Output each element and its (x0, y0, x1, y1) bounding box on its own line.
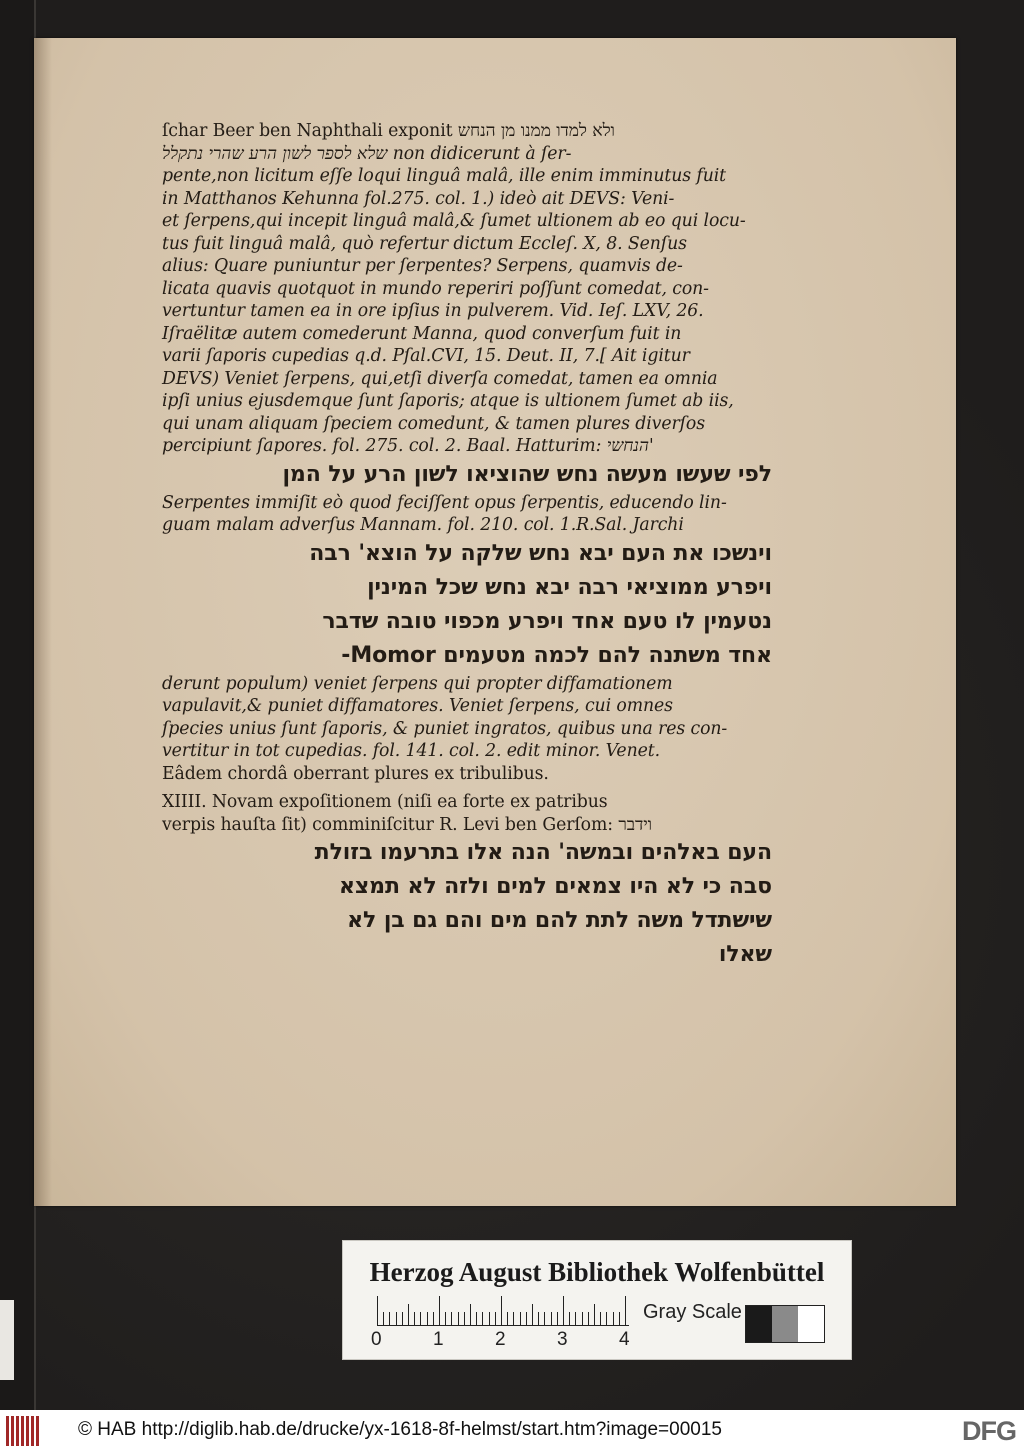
ruler-tick (451, 1312, 452, 1326)
text-line: pente,non licitum eſſe loqui linguâ malâ, ille enim imminutus fuit (162, 166, 727, 186)
page-text (162, 120, 772, 972)
text-line: XIIII. Novam expoſitionem (niſi ea forte ex patribus (162, 792, 608, 812)
ruler-tick (538, 1312, 539, 1326)
hab-logo-icon (6, 1416, 46, 1446)
text-line: וינשכו את העם יבא נחש שלקה על הוצא' רבה (309, 540, 772, 566)
ruler-tick (495, 1312, 496, 1326)
ruler-tick (625, 1296, 626, 1326)
library-label (342, 1240, 852, 1360)
text-line: et ſerpens,qui incepit linguâ malâ,& ſumet ultionem ab eo qui locu- (162, 211, 746, 231)
ruler-tick (464, 1312, 465, 1326)
ruler-tick (507, 1312, 508, 1326)
gray-swatch (772, 1306, 798, 1342)
text-line: ſpecies unius ſunt ſaporis, & puniet ingratos, quibus una res con- (162, 718, 728, 739)
text-line: Eâdem chordâ oberrant plures ex tribulibus. (162, 763, 549, 784)
text-line: אחד משתנה להם לכמה מטעמים Momor- (341, 642, 772, 668)
ruler-tick (396, 1312, 397, 1326)
ruler-tick (588, 1312, 589, 1326)
gray-swatch (798, 1306, 824, 1342)
ruler-tick (563, 1296, 564, 1326)
ruler-tick (569, 1312, 570, 1326)
ruler-tick (470, 1304, 471, 1326)
footer-bar (0, 1410, 1024, 1452)
text-line: DEVS) Veniet ſerpens, qui,etſi diverſa comedat, tamen ea omnia (162, 368, 718, 389)
ruler-tick (619, 1312, 620, 1326)
ruler-tick (600, 1312, 601, 1326)
ruler-tick (402, 1312, 403, 1326)
ruler-number: 3 (557, 1329, 568, 1350)
ruler-tick (389, 1312, 390, 1326)
text-line: שישתדל משה לתת להם מים והם גם בן לא (347, 908, 772, 933)
ruler-tick (489, 1312, 490, 1326)
text-line: Iſraëlitæ autem comederunt Manna, quod converſum fuit in (162, 323, 682, 344)
ruler-tick (575, 1312, 576, 1326)
text-line: qui unam aliquam ſpeciem comedunt, & tamen plures diverſos (162, 413, 705, 434)
gray-scale-swatches (745, 1305, 825, 1343)
text-line: vapulavit,& puniet diffamatores. Veniet ſerpens, cui omnes (162, 696, 673, 716)
text-line: נטעמין לו טעם אחד ויפרע מכפוי טובה שדבר (322, 608, 772, 634)
text-line: העם באלהים ובמשה' הנה אלו בתרעמו בזולת (314, 840, 772, 865)
text-line: alius: Quare puniuntur per ſerpentes? Serpens, quamvis de- (162, 256, 683, 276)
ruler-tick (482, 1312, 483, 1326)
page-gutter-shadow (34, 38, 52, 1206)
ruler-number: 1 (433, 1329, 444, 1350)
text-line: ipſi unius ejusdemque ſunt ſaporis; atque is ultionem ſumet ab iis, (162, 391, 734, 411)
ruler-tick (551, 1312, 552, 1326)
ruler-tick (544, 1312, 545, 1326)
ruler-number: 0 (371, 1329, 382, 1350)
ruler-tick (606, 1312, 607, 1326)
gray-swatch (746, 1306, 772, 1342)
board-edge (0, 0, 36, 1410)
dfg-logo: DFG (962, 1416, 1016, 1446)
ruler-tick (476, 1312, 477, 1326)
ruler-tick (427, 1312, 428, 1326)
text-line: סבה כי לא היו צמאים למים ולזה לא תמצא (338, 874, 772, 899)
text-line: derunt populum) veniet ſerpens qui propter diffamationem (162, 673, 673, 694)
ruler-tick (439, 1296, 440, 1326)
text-line: percipiunt ſapores. fol. 275. col. 2. Baal. Hatturim: הנחשי' (162, 436, 654, 456)
ruler-tick (501, 1296, 502, 1326)
text-line: שלא לספר לשון הרע שהרי נתקלל non didicerunt à ſer- (162, 143, 572, 164)
gray-scale-label: Gray Scale (643, 1301, 742, 1323)
text-line: varii ſaporis cupedias q.d. Pſal.CVI, 15. Deut. II, 7.[ Ait igitur (162, 346, 690, 366)
text-line: Serpentes immiſit eò quod feciſſent opus ſerpentis, educendo lin- (162, 492, 727, 513)
ruler-tick (433, 1312, 434, 1326)
ruler-tick (594, 1304, 595, 1326)
ruler-tick (513, 1312, 514, 1326)
text-line: guam malam adverſus Mannam. fol. 210. col. 1.R.Sal. Jarchi (162, 515, 684, 535)
ruler-tick (532, 1304, 533, 1326)
ruler-tick (526, 1312, 527, 1326)
ruler (377, 1296, 629, 1326)
text-line: vertuntur tamen ea in ore ipſius in pulverem. Vid. Ieſ. LXV, 26. (162, 301, 704, 321)
ruler-tick (408, 1304, 409, 1326)
ruler-number: 2 (495, 1329, 506, 1350)
library-name: Herzog August Bibliothek Wolfenbüttel (369, 1257, 825, 1287)
ruler-tick (420, 1312, 421, 1326)
spine-edge (0, 1300, 14, 1380)
ruler-number: 4 (619, 1329, 630, 1350)
ruler-tick (414, 1312, 415, 1326)
ruler-tick (383, 1312, 384, 1326)
text-line: verpis hauſta ſit) comminiſcitur R. Levi ben Gerſom: וידבר (162, 814, 652, 835)
text-line: in Matthanos Kehunna fol.275. col. 1.) ideò ait DEVS: Veni- (162, 188, 675, 209)
ruler-tick (520, 1312, 521, 1326)
text-line: licata quavis quotquot in mundo reperiri poſſunt comedat, con- (162, 278, 709, 299)
ruler-tick (613, 1312, 614, 1326)
text-line: tus fuit linguâ malâ, quò refertur dictum Eccleſ. X, 8. Senſus (162, 233, 687, 254)
ruler-numbers (371, 1329, 641, 1353)
copyright-url[interactable]: © HAB http://diglib.hab.de/drucke/yx-1618-8f-helmst/start.htm?image=00015 (78, 1419, 722, 1440)
text-line: ויפרע ממוציאי רבה יבא נחש שכל המינין (367, 574, 772, 600)
ruler-tick (582, 1312, 583, 1326)
ruler-tick (445, 1312, 446, 1326)
ruler-tick (377, 1296, 378, 1326)
ruler-tick (458, 1312, 459, 1326)
text-line: ſchar Beer ben Naphthali exponit ולא למדו ממנו מן הנחש (162, 121, 615, 141)
text-line: לפי שעשו מעשה נחש שהוציאו לשון הרע על המן (282, 461, 772, 487)
ruler-tick (557, 1312, 558, 1326)
text-line: שאלו (718, 942, 772, 967)
text-line: vertitur in tot cupedias. fol. 141. col. 2. edit minor. Venet. (162, 741, 660, 761)
